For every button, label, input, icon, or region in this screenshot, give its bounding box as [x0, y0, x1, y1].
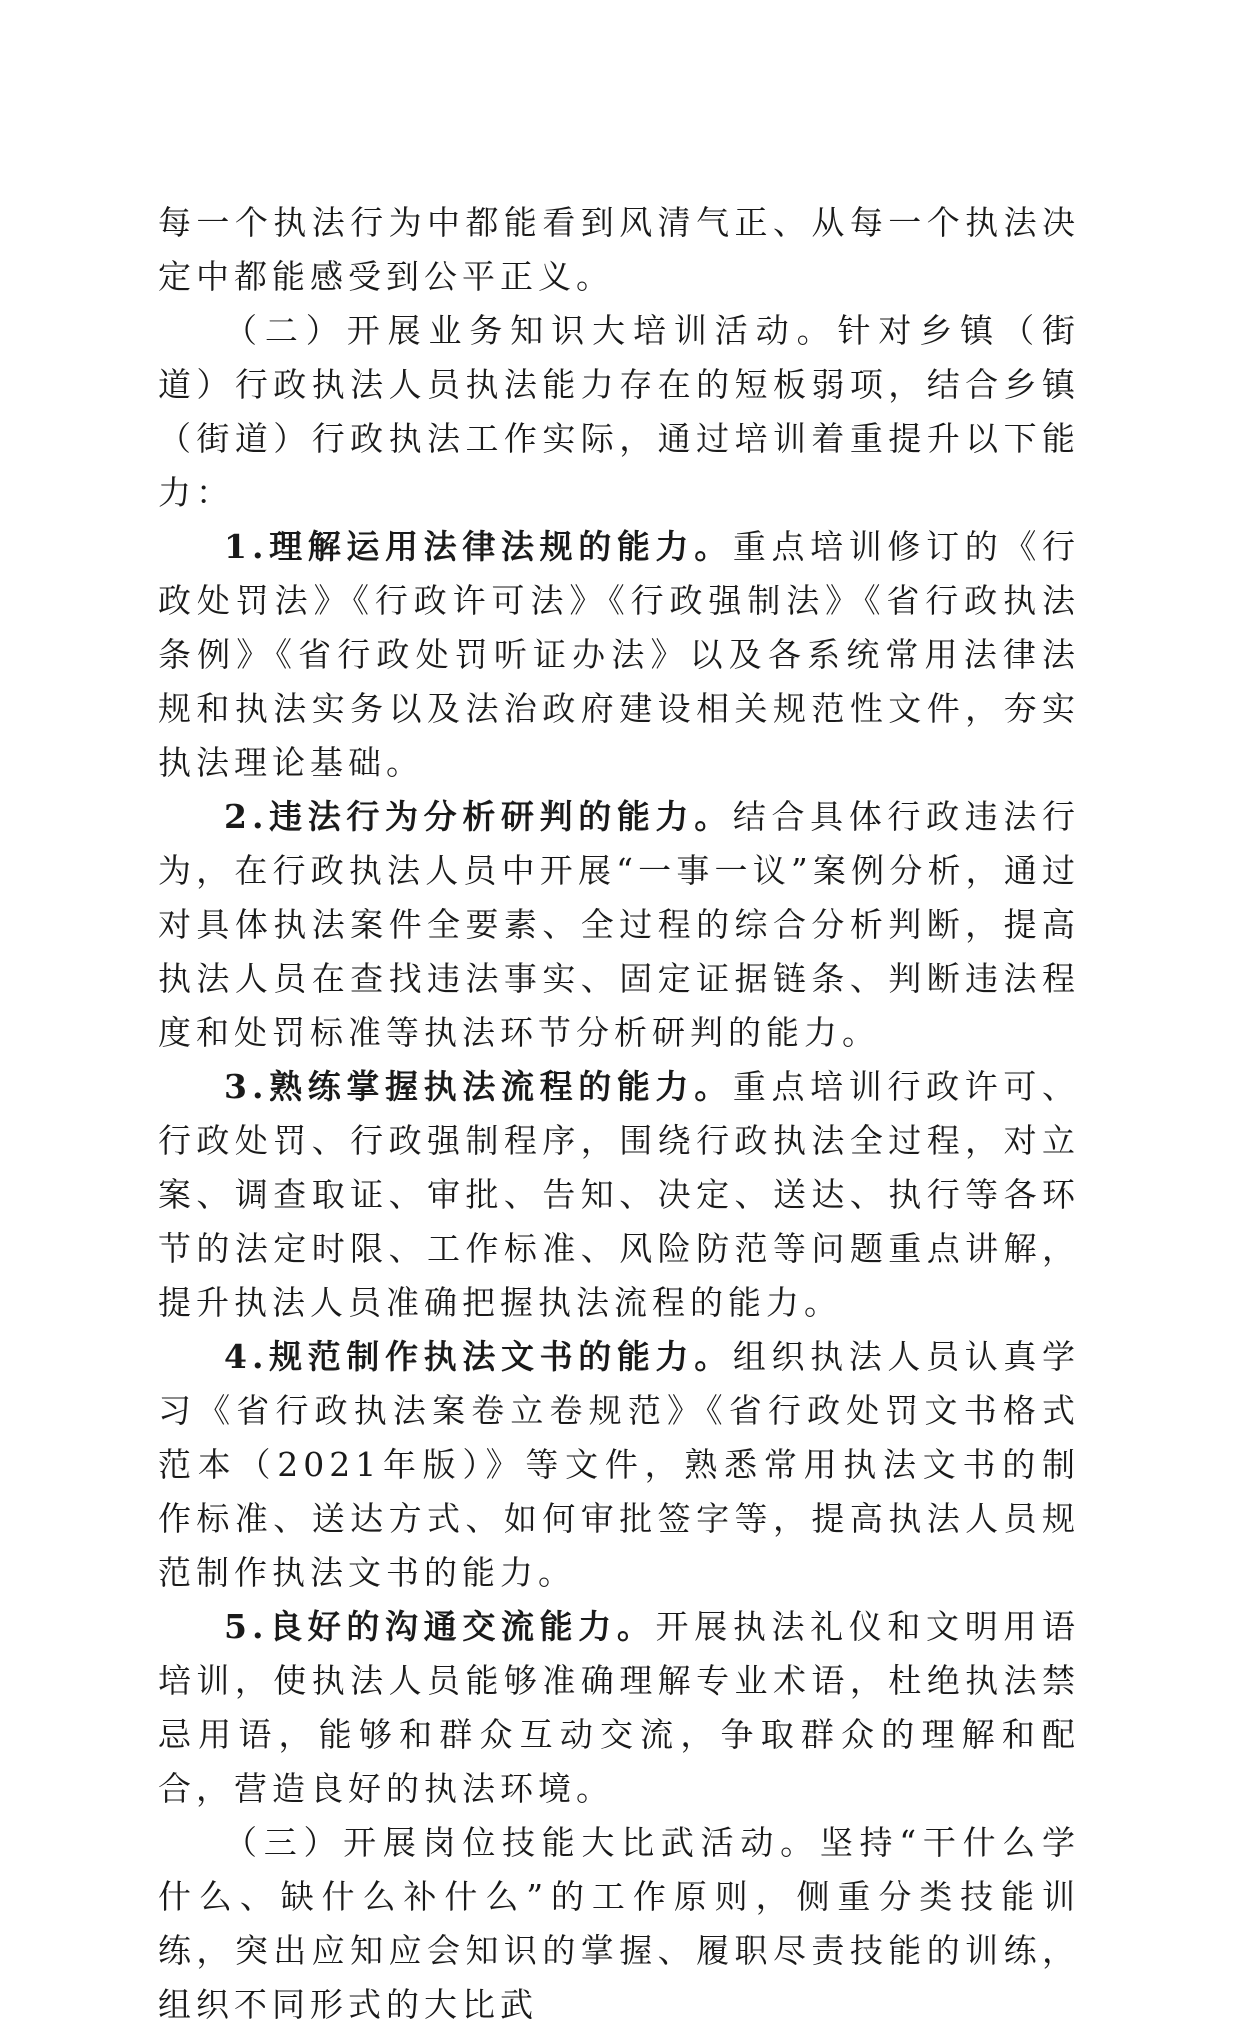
- item-4-paragraph: [158, 1330, 1080, 1600]
- section-heading: （二）开展业务知识大培训活动。: [224, 311, 838, 350]
- paragraph-text: 重点培训行政许可、行政处罚、行政强制程序，围绕行政执法全过程，对立案、调查取证、审批、告知、决定、送达、执行等各环节的法定时限、工作标准、风险防范等问题重点讲解，提升执法人员准确把握执法流程的能力。: [158, 1067, 1081, 1322]
- section-two-paragraph: [158, 304, 1080, 520]
- paragraph-text: 针对乡镇（街道）行政执法人员执法能力存在的短板弱项，结合乡镇（街道）行政执法工作实际，通过培训着重提升以下能力：: [158, 311, 1081, 512]
- item-heading: 4.规范制作执法文书的能力。: [224, 1337, 733, 1376]
- paragraph-text: 重点培训修订的《行政处罚法》《行政许可法》《行政强制法》《省行政执法条例》《省行政处罚听证办法》以及各系统常用法律法规和执法实务以及法治政府建设相关规范性文件，夯实执法理论基础。: [158, 527, 1081, 782]
- item-heading: 3.熟练掌握执法流程的能力。: [224, 1067, 733, 1106]
- document-page: [158, 196, 1080, 2032]
- item-heading: 2.违法行为分析研判的能力。: [224, 797, 733, 836]
- paragraph-text: 每一个执法行为中都能看到风清气正、从每一个执法决定中都能感受到公平正义。: [158, 203, 1080, 296]
- paragraph-text: 坚持“干什么学什么、缺什么补什么”的工作原则，侧重分类技能训练，突出应知应会知识的掌握、履职尽责技能的训练，组织不同形式的大比武: [158, 1823, 1081, 2024]
- item-heading: 5.良好的沟通交流能力。: [224, 1607, 656, 1646]
- item-heading: 1.理解运用法律法规的能力。: [224, 527, 733, 566]
- item-3-paragraph: [158, 1060, 1080, 1330]
- paragraph-text: 开展执法礼仪和文明用语培训，使执法人员能够准确理解专业术语，杜绝执法禁忌用语，能够和群众互动交流，争取群众的理解和配合，营造良好的执法环境。: [158, 1607, 1080, 1808]
- section-three-paragraph: [158, 1816, 1080, 2032]
- paragraph-text: 组织执法人员认真学习《省行政执法案卷立卷规范》《省行政处罚文书格式范本（2021年版）》等文件，熟悉常用执法文书的制作标准、送达方式、如何审批签字等，提高执法人员规范制作执法文书的能力。: [158, 1337, 1081, 1592]
- paragraph-continuation: [158, 196, 1080, 304]
- section-heading: （三）开展岗位技能大比武活动。: [224, 1823, 820, 1862]
- item-1-paragraph: [158, 520, 1080, 790]
- paragraph-text: 结合具体行政违法行为，在行政执法人员中开展“一事一议”案例分析，通过对具体执法案件全要素、全过程的综合分析判断，提高执法人员在查找违法事实、固定证据链条、判断违法程度和处罚标准等执法环节分析研判的能力。: [158, 797, 1081, 1052]
- item-2-paragraph: [158, 790, 1080, 1060]
- item-5-paragraph: [158, 1600, 1080, 1816]
